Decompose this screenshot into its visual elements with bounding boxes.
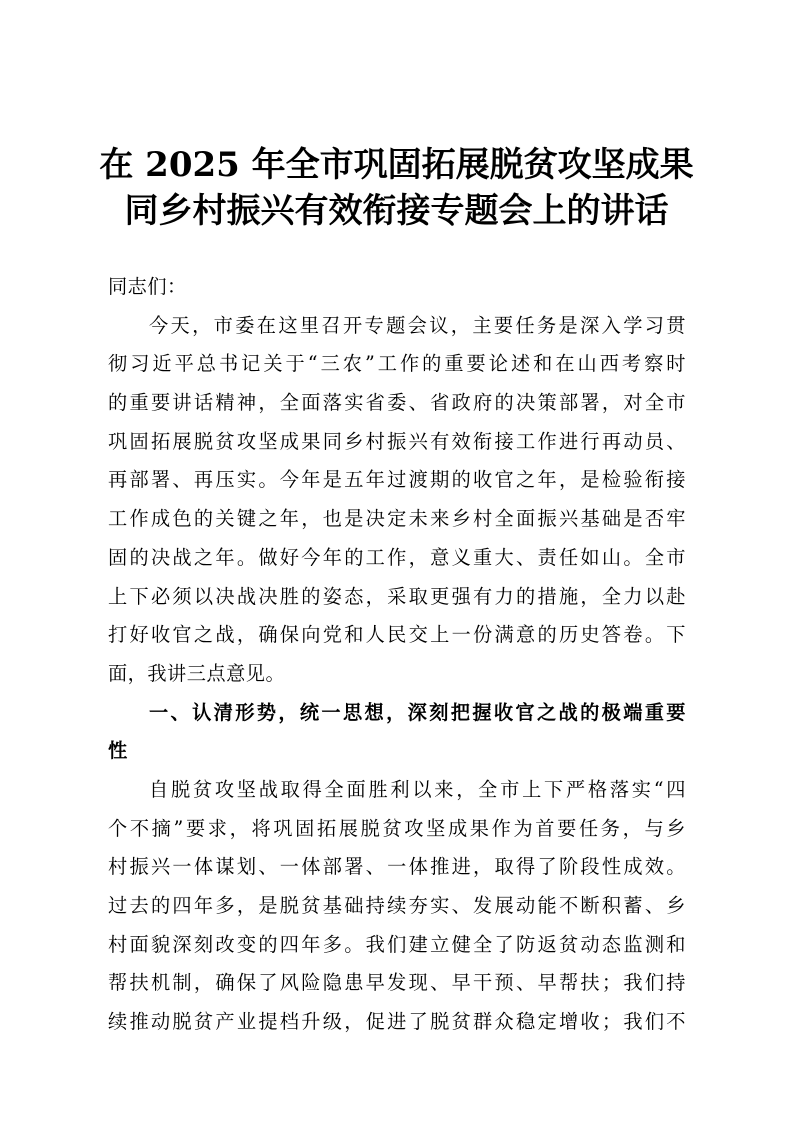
paragraph-line: 今天，市委在这里召开专题会议，主要任务是深入学习贯	[149, 313, 686, 337]
paragraph-1	[108, 307, 686, 694]
paragraph-line: 村面貌深刻改变的四年多。我们建立健全了防返贫动态监测和	[108, 932, 686, 956]
heading-line: 性	[108, 739, 128, 763]
paragraph-2	[108, 771, 686, 1042]
paragraph-line: 帮扶机制，确保了风险隐患早发现、早干预、早帮扶；我们持	[108, 971, 686, 995]
paragraph-line: 的重要讲话精神，全面落实省委、省政府的决策部署，对全市	[108, 391, 686, 415]
document-title	[60, 142, 733, 234]
paragraph-line: 自脱贫攻坚战取得全面胜利以来，全市上下严格落实“四	[149, 777, 686, 801]
paragraph-line: 巩固拓展脱贫攻坚成果同乡村振兴有效衔接工作进行再动员、	[108, 429, 686, 453]
paragraph-line: 工作成色的关键之年，也是决定未来乡村全面振兴基础是否牢	[108, 507, 686, 531]
title-line-2: 同乡村振兴有效衔接专题会上的讲话	[124, 191, 669, 231]
paragraph-line: 村振兴一体谋划、一体部署、一体推进，取得了阶段性成效。	[108, 855, 686, 879]
paragraph-line: 彻习近平总书记关于“三农”工作的重要论述和在山西考察时	[108, 352, 686, 376]
section-heading-1	[108, 694, 686, 771]
paragraph-line: 再部署、再压实。今年是五年过渡期的收官之年，是检验衔接	[108, 468, 686, 492]
paragraph-line: 续推动脱贫产业提档升级，促进了脱贫群众稳定增收；我们不	[108, 1010, 686, 1034]
title-line-1: 在 2025 年全市巩固拓展脱贫攻坚成果	[99, 145, 694, 185]
paragraph-line: 上下必须以决战决胜的姿态，采取更强有力的措施，全力以赴	[108, 584, 686, 608]
heading-line: 一、认清形势，统一思想，深刻把握收官之战的极端重要	[149, 700, 686, 724]
paragraph-line: 面，我讲三点意见。	[108, 661, 286, 685]
paragraph-line: 固的决战之年。做好今年的工作，意义重大、责任如山。全市	[108, 545, 686, 569]
salutation: 同志们：	[108, 275, 187, 298]
paragraph-line: 个不摘”要求，将巩固拓展脱贫攻坚成果作为首要任务，与乡	[108, 816, 686, 840]
paragraph-line: 打好收官之战，确保向党和人民交上一份满意的历史答卷。下	[108, 623, 686, 647]
paragraph-line: 过去的四年多，是脱贫基础持续夯实、发展动能不断积蓄、乡	[108, 894, 686, 917]
document-body	[108, 268, 686, 1042]
